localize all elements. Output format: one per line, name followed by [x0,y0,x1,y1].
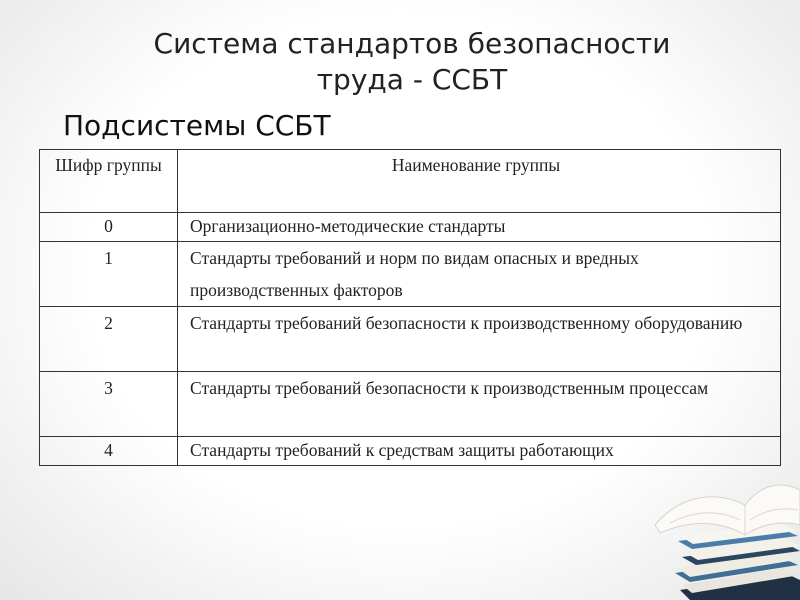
row-code: 0 [40,213,178,242]
table-row [40,213,781,242]
row-name: Стандарты требований к средствам защиты работающих [178,437,781,466]
slide-title-line-2: труда - ССБТ [316,63,508,96]
row-name: Стандарты требований безопасности к производственным процессам [178,372,781,437]
row-code: 1 [40,242,178,307]
table-row [40,307,781,372]
row-code: 4 [40,437,178,466]
row-name: Стандарты требований безопасности к производственному оборудованию [178,307,781,372]
slide-title [0,26,800,98]
slide-title-line-1: Система стандартов безопасности [153,27,671,60]
slide-subtitle: Подсистемы ССБТ [63,109,331,142]
header-code: Шифр группы [40,150,178,213]
subsystems-table [39,149,781,466]
table-row [40,372,781,437]
row-code: 3 [40,372,178,437]
table-row [40,242,781,307]
row-name: Стандарты требований и норм по видам опасных и вредных производственных факторов [178,242,781,307]
table-row [40,437,781,466]
table-header-row [40,150,781,213]
books-stack-image [620,465,800,600]
row-name: Организационно-методические стандарты [178,213,781,242]
row-code: 2 [40,307,178,372]
header-name: Наименование группы [178,150,781,213]
